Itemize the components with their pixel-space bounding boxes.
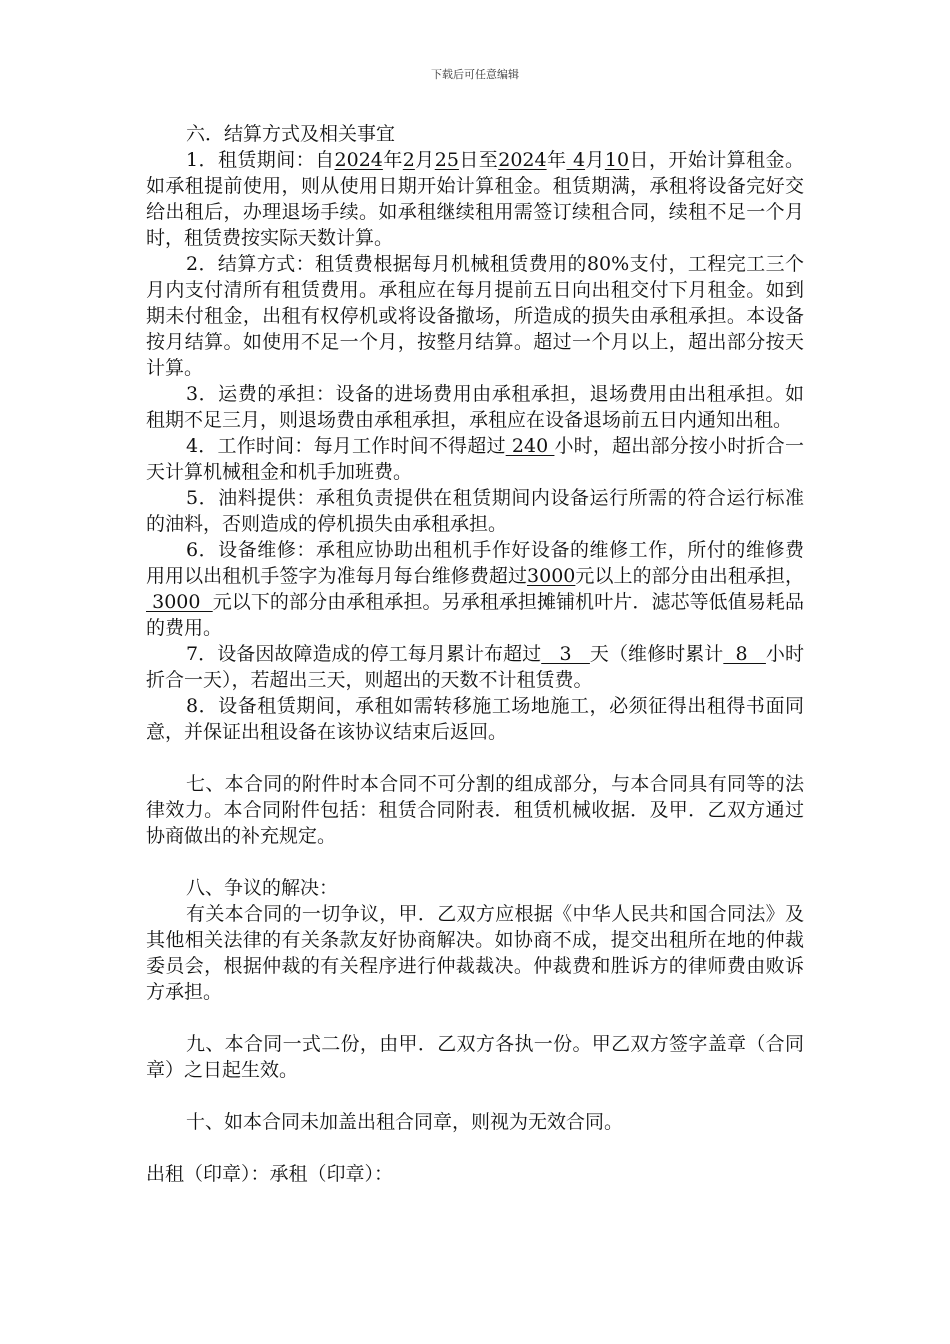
document-body xyxy=(146,121,804,1187)
clause-prefix: 6．设备维修：承租应协助出租机手作好设备的维修工作，所付的维修费用用以出租机手签字为准每月每台维修费超过 xyxy=(146,539,804,587)
clause-6-1 xyxy=(146,147,804,251)
end-day: 10 xyxy=(604,149,630,171)
clause-6-4 xyxy=(146,433,804,485)
page-header: 下载后可任意编辑 xyxy=(431,68,519,81)
downtime-hours: 8 xyxy=(723,643,766,665)
start-year: 2024 xyxy=(334,149,383,171)
clause-mid: 天（维修时累计 xyxy=(589,643,724,665)
section-8-body: 有关本合同的一切争议，甲．乙双方应根据《中华人民共和国合同法》及其他相关法律的有关条款友好协商解决。如协商不成，提交出租所在地的仲裁委员会，根据仲裁的有关程序进行仲裁裁决。仲裁费和胜诉方的律师费由败诉方承担。 xyxy=(146,903,804,1003)
start-day: 25 xyxy=(434,149,459,171)
text: 月 xyxy=(585,149,605,171)
clause-rest: 小时折合一天），若超出三天，则超出的天数不计租赁费。 xyxy=(146,643,804,691)
clause-6-2: 2．结算方式：租赁费根据每月机械租赁费用的80%支付，工程完工三个月内支付清所有租赁费用。承租应在每月提前五日向出租交付下月租金。如到期未付租金，出租有权停机或将设备撤场，所造成的损失由承租承担。本设备按月结算。如使用不足一个月，按整月结算。超过一个月以上，超出部分按天计算。 xyxy=(146,253,804,379)
text: 年 xyxy=(382,149,403,171)
repair-threshold-2: 3000 xyxy=(146,591,213,613)
clause-6-6 xyxy=(146,537,804,641)
text: 月 xyxy=(414,149,435,171)
spacer xyxy=(146,1083,804,1109)
section-9: 九、本合同一式二份，由甲．乙双方各执一份。甲乙双方签字盖章（合同章）之日起生效。 xyxy=(146,1033,804,1081)
clause-6-3: 3．运费的承担：设备的进场费用由承租承担，退场费用由出租承担。如租期不足三月，则退场费由承租承担，承租应在设备退场前五日内通知出租。 xyxy=(146,383,804,431)
clause-rest: 元以下的部分由承租承担。另承租承担摊铺机叶片．滤芯等低值易耗品的费用。 xyxy=(146,591,804,639)
section-10: 十、如本合同未加盖出租合同章，则视为无效合同。 xyxy=(186,1111,624,1133)
signature-line: 出租（印章）：承租（印章）： xyxy=(146,1163,394,1185)
clause-prefix: 1．租赁期间：自 xyxy=(186,149,335,171)
clause-mid: 元以上的部分由出租承担， xyxy=(575,565,804,587)
end-year: 2024 xyxy=(498,149,547,171)
downtime-days: 3 xyxy=(541,643,590,665)
spacer xyxy=(146,745,804,771)
max-hours: 240 xyxy=(505,435,555,457)
spacer xyxy=(146,1135,804,1161)
clause-6-5: 5．油料提供：承租负责提供在租赁期间内设备运行所需的符合运行标准的油料，否则造成的停机损失由承租承担。 xyxy=(146,487,804,535)
clause-rest: 日，开始计算租金。如承租提前使用，则从使用日期开始计算租金。租赁期满，承租将设备完好交给出租后，办理退场手续。如承租继续租用需签订续租合同，续租不足一个月时，租赁费按实际天数计算。 xyxy=(146,149,804,249)
clause-6-8: 8．设备租赁期间，承租如需转移施工场地施工，必须征得出租得书面同意，并保证出租设备在该协议结束后返回。 xyxy=(146,695,804,743)
text: 日至 xyxy=(458,149,499,171)
start-month: 2 xyxy=(402,149,415,171)
clause-prefix: 4．工作时间：每月工作时间不得超过 xyxy=(186,435,506,457)
end-month: 4 xyxy=(566,149,586,171)
clause-prefix: 7．设备因故障造成的停工每月累计布超过 xyxy=(186,643,542,665)
section-6-title: 六．结算方式及相关事宜 xyxy=(186,123,396,145)
spacer xyxy=(146,849,804,875)
spacer xyxy=(146,1005,804,1031)
clause-6-7 xyxy=(146,641,804,693)
section-7: 七、本合同的附件时本合同不可分割的组成部分，与本合同具有同等的法律效力。本合同附件包括：租赁合同附表．租赁机械收据．及甲．乙双方通过协商做出的补充规定。 xyxy=(146,773,804,847)
repair-threshold: 3000 xyxy=(527,565,576,587)
text: 年 xyxy=(546,149,567,171)
clause-rest: 小时，超出部分按小时折合一天计算机械租金和机手加班费。 xyxy=(146,435,804,483)
section-8-title: 八、争议的解决： xyxy=(186,877,339,899)
